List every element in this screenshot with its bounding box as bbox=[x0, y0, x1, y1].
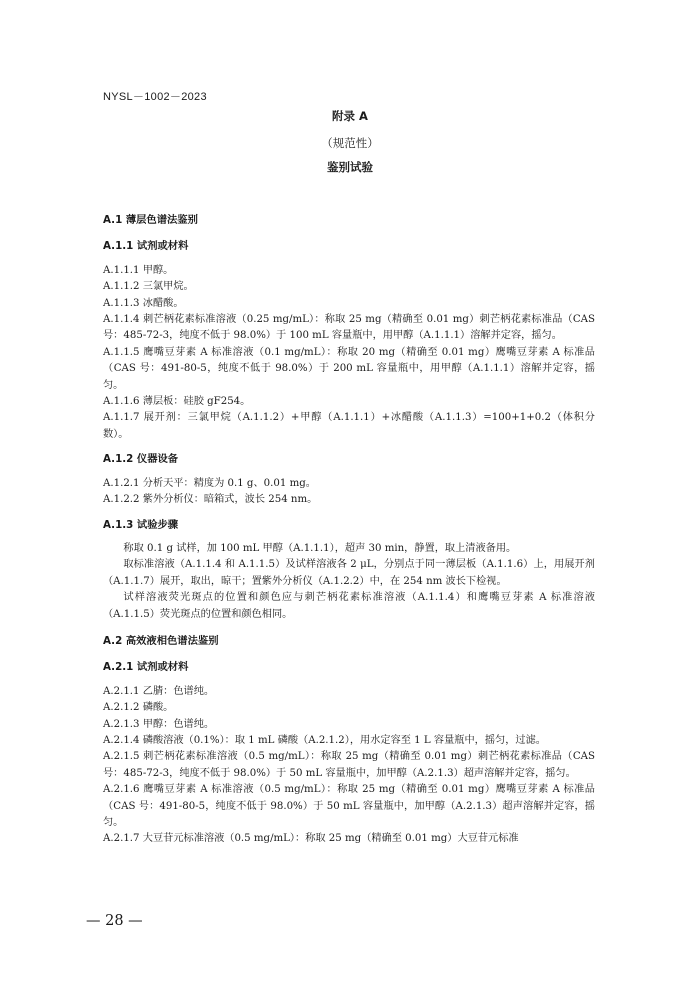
clause-item: A.2.1.6 鹰嘴豆芽素 A 标准溶液（0.5 mg/mL）：称取 25 mg（精确至 0.01 mg）鹰嘴豆芽素 A 标准品（CAS 号：491-80-5，纯度不低于 98.0%）于 50 mL 容量瓶中，加甲醇（A.2.1.3）超声溶解并定容，摇匀。 bbox=[103, 784, 595, 828]
procedure-paragraph: 试样溶液荧光斑点的位置和颜色应与刺芒柄花素标准溶液（A.1.1.4）和鹰嘴豆芽素 A 标准溶液（A.1.1.5）荧光斑点的位置和颜色相同。 bbox=[103, 592, 595, 620]
clause-item: A.1.1.4 刺芒柄花素标准溶液（0.25 mg/mL）：称取 25 mg（精确至 0.01 mg）刺芒柄花素标准品（CAS 号：485-72-3，纯度不低于 98.0%）于 100 mL 容量瓶中，用甲醇（A.1.1.1）溶解并定容，摇匀。 bbox=[103, 314, 595, 342]
clause-item: A.1.1.1 甲醇。 bbox=[103, 264, 174, 276]
clause-item: A.2.1.7 大豆苷元标准溶液（0.5 mg/mL）：称取 25 mg（精确至 0.01 mg）大豆苷元标准 bbox=[103, 833, 519, 845]
procedure-paragraph: 称取 0.1 g 试样，加 100 mL 甲醇（A.1.1.1），超声 30 min，静置，取上清液备用。 bbox=[123, 542, 517, 554]
clause-item: A.2.1.5 刺芒柄花素标准溶液（0.5 mg/mL）：称取 25 mg（精确至 0.01 mg）刺芒柄花素标准品（CAS 号：485-72-3，纯度不低于 98.0%）于 50 mL 容量瓶中，加甲醇（A.2.1.3）超声溶解并定容，摇匀。 bbox=[103, 751, 595, 779]
page-number: — 28 — bbox=[86, 913, 143, 929]
appendix-title: 附录 A bbox=[332, 109, 368, 123]
clause-item: A.1.1.3 冰醋酸。 bbox=[103, 297, 184, 309]
document-body bbox=[103, 208, 595, 848]
clause-item: A.1.1.2 三氯甲烷。 bbox=[103, 281, 194, 293]
document-code: NYSL－1002－2023 bbox=[103, 91, 207, 103]
clause-item: A.1.2.1 分析天平：精度为 0.1 g、0.01 mg。 bbox=[103, 477, 316, 489]
section-heading-a1-2: A.1.2 仪器设备 bbox=[103, 453, 179, 466]
appendix-subject: 鉴别试验 bbox=[327, 160, 373, 174]
section-heading-a1-1: A.1.1 试剂或材料 bbox=[103, 240, 189, 253]
clause-item: A.2.1.4 磷酸溶液（0.1%）：取 1 mL 磷酸（A.2.1.2），用水定容至 1 L 容量瓶中，摇匀，过滤。 bbox=[103, 734, 546, 746]
clause-item: A.1.2.2 紫外分析仪：暗箱式，波长 254 nm。 bbox=[103, 494, 318, 506]
procedure-paragraph: 取标准溶液（A.1.1.4 和 A.1.1.5）及试样溶液各 2 μL，分别点于同一薄层板（A.1.1.6）上，用展开剂（A.1.1.7）展开，取出，晾干；置紫外分析仪（A.1.2.2）中，在 254 nm 波长下检视。 bbox=[103, 559, 595, 587]
section-heading-a1: A.1 薄层色谱法鉴别 bbox=[103, 214, 198, 226]
clause-item: A.2.1.1 乙腈：色谱纯。 bbox=[103, 685, 215, 697]
clause-item: A.1.1.7 展开剂：三氯甲烷（A.1.1.2）+甲醇（A.1.1.1）+冰醋酸（A.1.1.3）=100+1+0.2（体积分数）。 bbox=[103, 412, 595, 440]
clause-item: A.1.1.6 薄层板：硅胶 gF254。 bbox=[103, 396, 251, 408]
section-heading-a1-3: A.1.3 试验步骤 bbox=[103, 518, 179, 531]
section-heading-a2: A.2 高效液相色谱法鉴别 bbox=[103, 634, 219, 647]
clause-item: A.1.1.5 鹰嘴豆芽素 A 标准溶液（0.1 mg/mL）：称取 20 mg（精确至 0.01 mg）鹰嘴豆芽素 A 标准品（CAS 号：491-80-5，纯度不低于 98.0%）于 200 mL 容量瓶中，用甲醇（A.1.1.1）溶解并定容，摇匀。 bbox=[103, 346, 595, 391]
section-heading-a2-1: A.2.1 试剂或材料 bbox=[103, 661, 189, 674]
clause-item: A.2.1.2 磷酸。 bbox=[103, 702, 174, 714]
appendix-type: （规范性） bbox=[321, 136, 379, 150]
clause-item: A.2.1.3 甲醇：色谱纯。 bbox=[103, 718, 215, 730]
